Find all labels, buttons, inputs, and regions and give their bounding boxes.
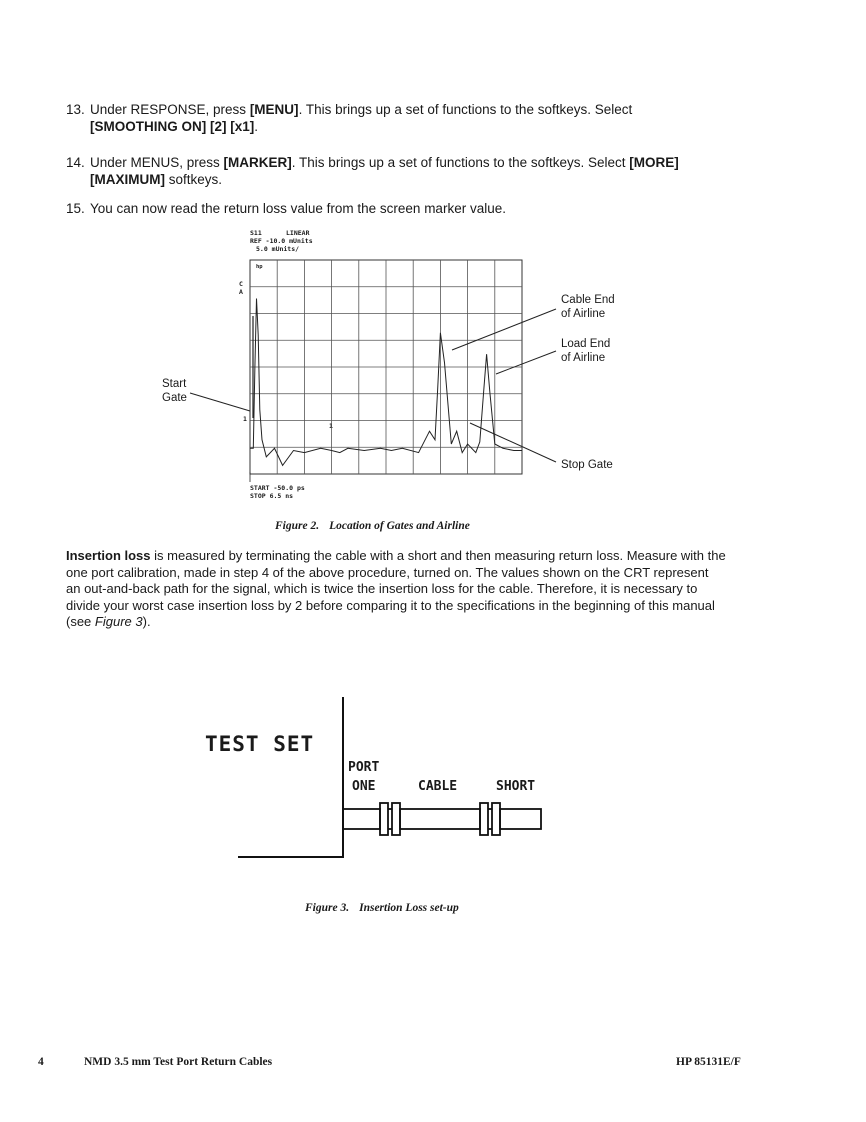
paragraph-lead: Insertion loss xyxy=(66,548,151,563)
reference-marker: 1 xyxy=(243,415,247,423)
start-gate-label: Start Gate xyxy=(162,378,187,404)
cable-end-label: Cable End of Airline xyxy=(561,294,615,320)
page-number: 4 xyxy=(38,1056,44,1068)
paragraph-text: is measured by terminating the cable with a short and then measuring return loss. Measure with the one port calibration, made in step 4 of the above procedure, turned on. The values shown on the CRT represent an out-and-back path for the signal, which is twice the insertion loss for the cable. Therefore, it is necessary to divide your worst case insertion loss by 2 before comparing it to the specifications in the beginning of this manual (see xyxy=(66,548,726,629)
crt-param: S11 xyxy=(250,229,262,237)
one-label: ONE xyxy=(352,779,376,794)
step-text: Under MENUS, press xyxy=(90,155,224,170)
figure3-caption: Figure 3. Insertion Loss set-up xyxy=(305,902,459,914)
key-label: [MAXIMUM] xyxy=(90,172,165,187)
step-number: 14. xyxy=(66,155,85,170)
port-label: PORT xyxy=(348,760,380,775)
test-set-label: TEST SET xyxy=(205,732,315,756)
key-label: [SMOOTHING ON] [2] [x1] xyxy=(90,119,255,134)
crt-scale: 5.0 mUnits/ xyxy=(256,245,300,253)
step-text: . xyxy=(254,119,259,134)
short-label: SHORT xyxy=(496,779,536,794)
channel-mark-c: C xyxy=(239,280,243,288)
crt-start: START -50.0 ps xyxy=(250,484,305,492)
crt-ref: REF -10.0 mUnits xyxy=(250,237,313,245)
channel-mark-a: A xyxy=(239,288,243,296)
cable-label: CABLE xyxy=(418,779,458,794)
footer-model: HP 85131E/F xyxy=(676,1056,741,1068)
step-text: . This brings up a set of functions to the softkeys. Select xyxy=(291,155,630,170)
stop-gate-label: Stop Gate xyxy=(561,459,613,471)
key-label: [MENU] xyxy=(249,102,299,117)
figure2-caption: Figure 2. Location of Gates and Airline xyxy=(275,520,470,532)
step-text: You can now read the return loss value from the screen marker value. xyxy=(90,201,506,216)
key-label: [MARKER] xyxy=(223,155,292,170)
step-text: Under RESPONSE, press xyxy=(90,102,250,117)
cable-assembly xyxy=(343,803,541,835)
step-text: . This brings up a set of functions to the softkeys. Select xyxy=(298,102,633,117)
step-text: softkeys. xyxy=(164,172,223,187)
figure-reference: Figure 3 xyxy=(94,614,143,629)
crt-format: LINEAR xyxy=(286,229,310,237)
paragraph-end: ). xyxy=(142,614,151,629)
step-number: 13. xyxy=(66,102,85,117)
marker-label: 1 xyxy=(329,422,333,430)
hp-logo: hp xyxy=(256,264,263,270)
footer-title: NMD 3.5 mm Test Port Return Cables xyxy=(84,1056,273,1068)
crt-stop: STOP 6.5 ns xyxy=(250,492,294,500)
key-label: [MORE] xyxy=(629,155,679,170)
load-end-label: Load End of Airline xyxy=(561,338,611,364)
step-number: 15. xyxy=(66,201,85,216)
